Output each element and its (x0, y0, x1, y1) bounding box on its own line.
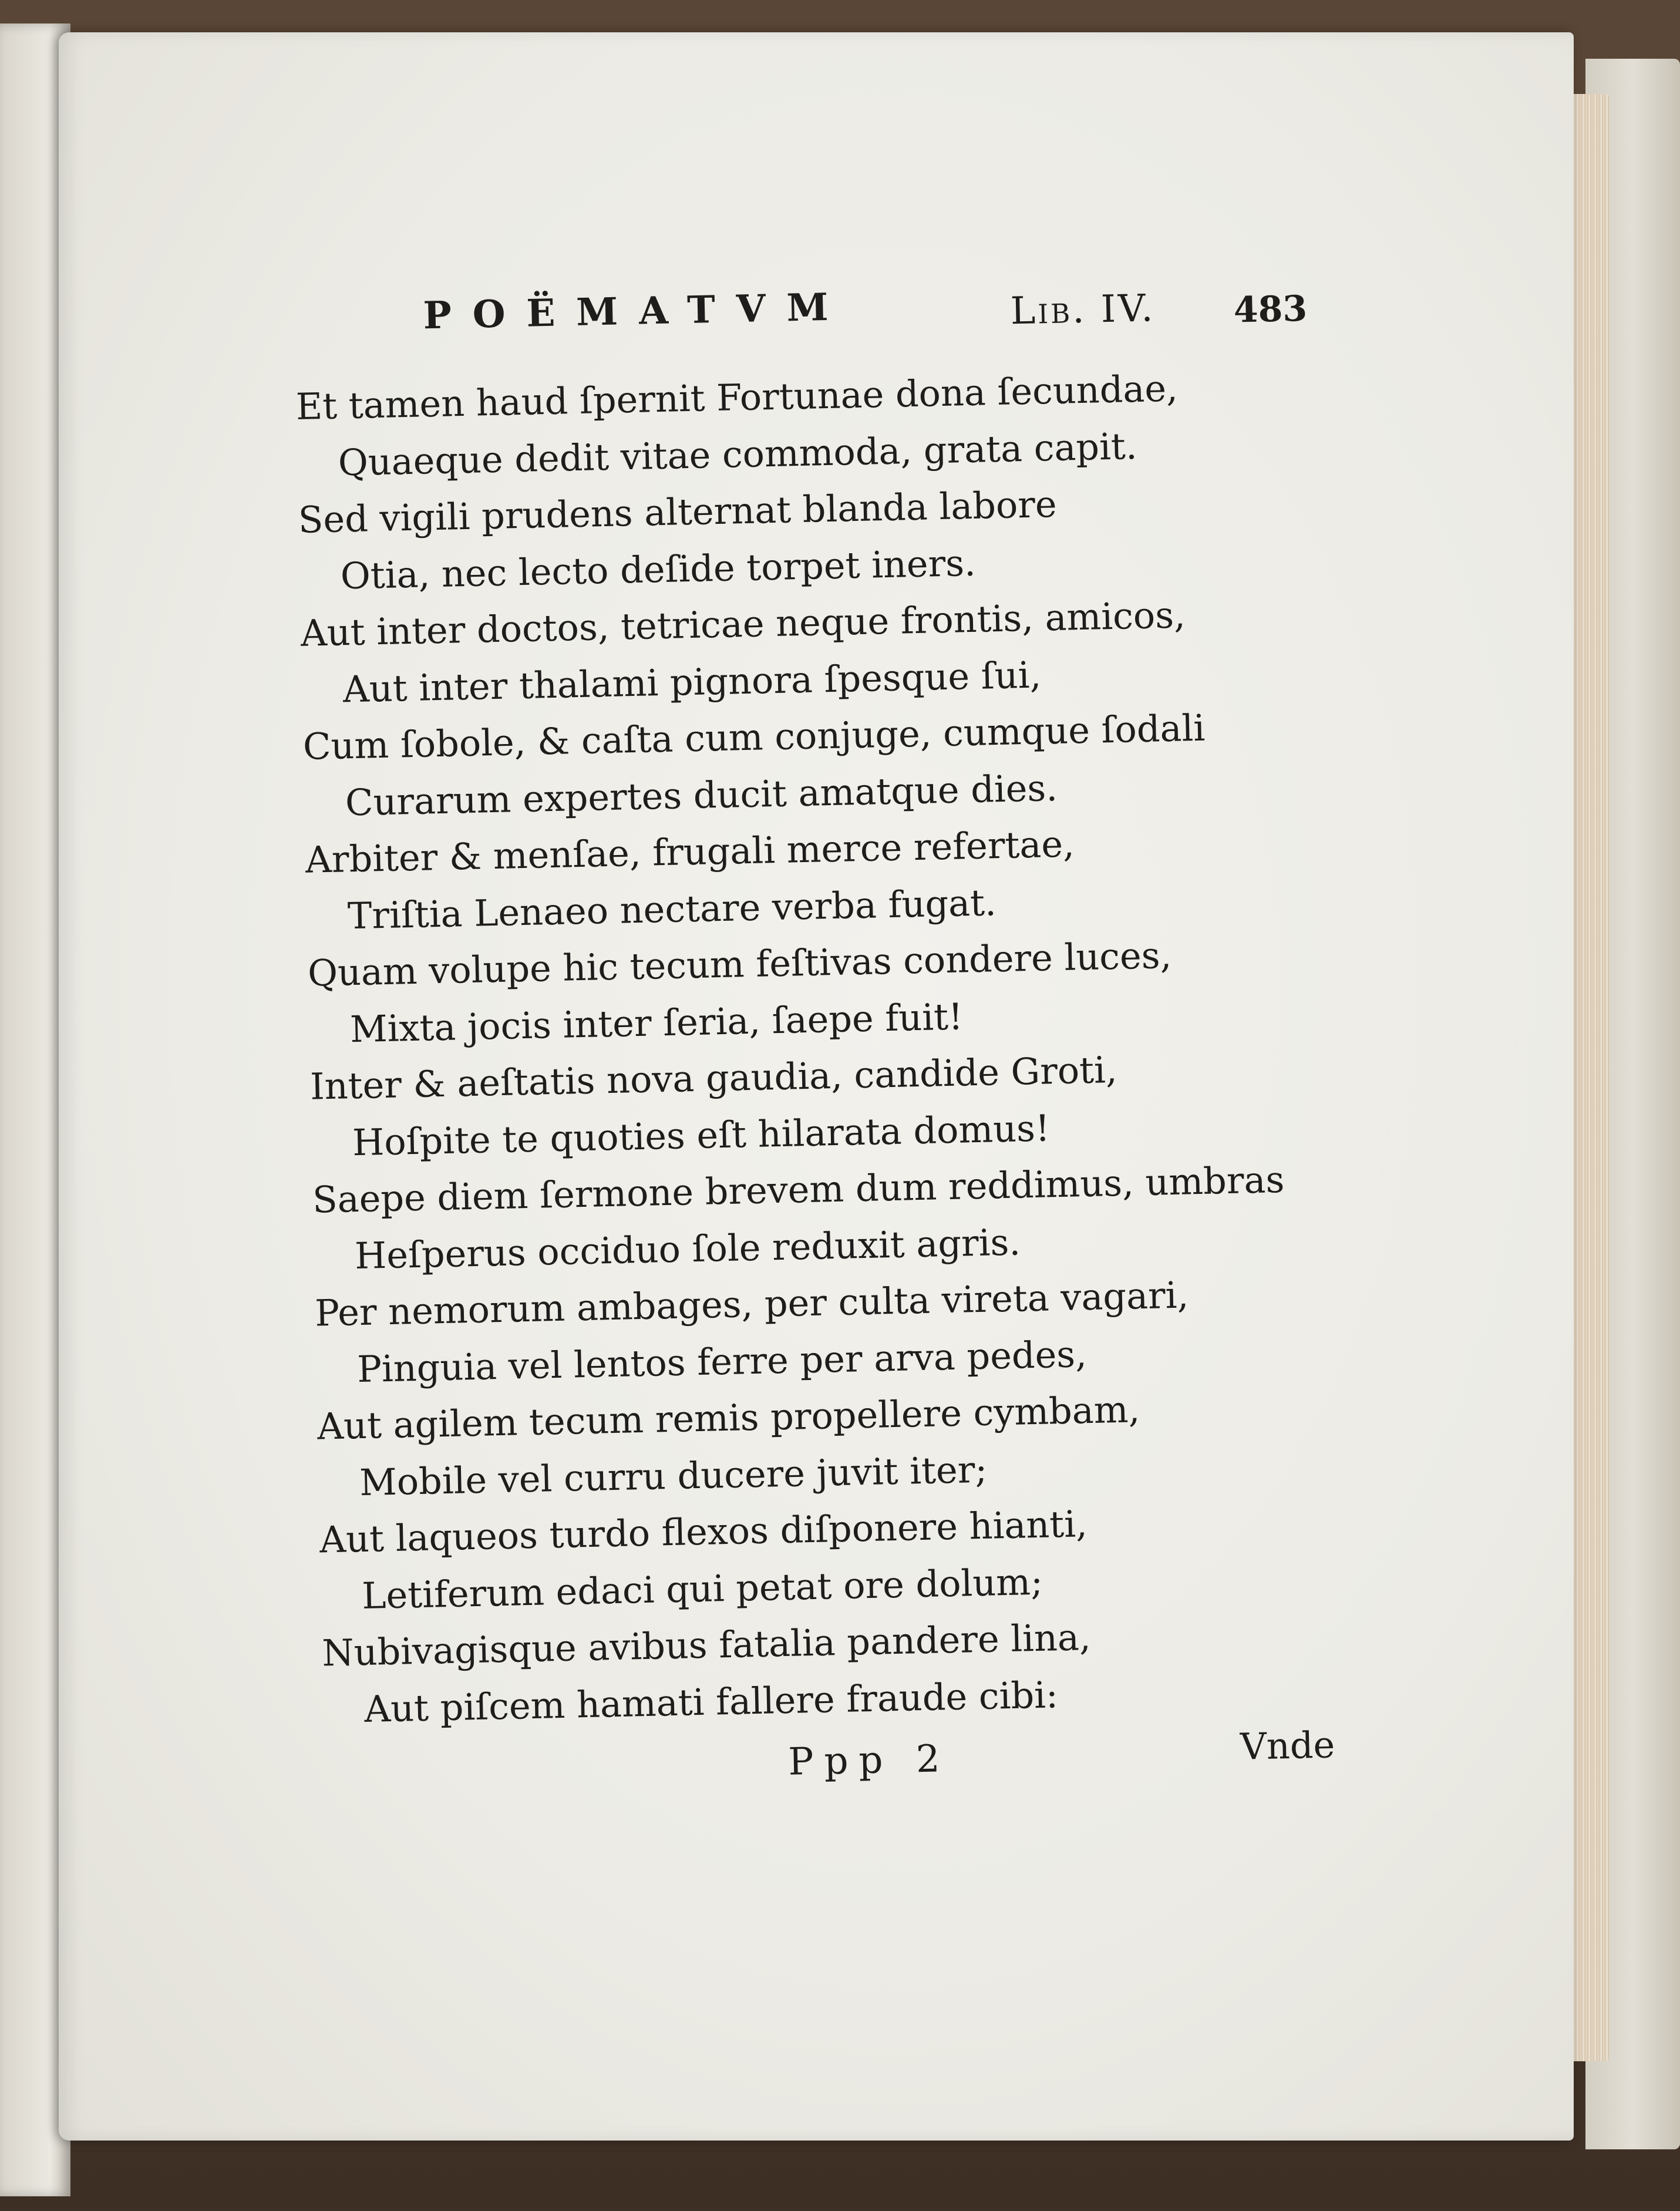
book-number: Lib. IV. (1010, 287, 1156, 334)
verse-line: Hoſpite te quoties eſt hilarata domus! (352, 1106, 1051, 1164)
poem-body (295, 358, 1334, 1739)
verse-line: Quam volupe hic tecum feſtivas condere luces, (307, 933, 1172, 995)
verse-line: Mobile vel curru ducere juvit iter; (359, 1448, 988, 1504)
verse-line: Nubivagisque avibus fatalia pandere lina, (321, 1616, 1092, 1675)
verse-line: Otia, nec lecto deſide torpet iners. (340, 541, 977, 597)
verse-line: Aut agilem tecum remis propellere cymbam, (317, 1388, 1140, 1448)
verse-line: Triſtia Lenaeo nectare verba fugat. (347, 880, 997, 937)
verse-line: Aut inter doctos, tetricae neque frontis, amicos, (300, 593, 1186, 655)
book-page (59, 32, 1574, 2141)
verse-line: Mixta jocis inter ſeria, ſaepe fuit! (349, 994, 964, 1051)
catchword: Vnde (1240, 1723, 1335, 1768)
page-number: 483 (1233, 288, 1308, 331)
verse-line: Inter & aeſtatis nova gaudia, candide Groti, (309, 1048, 1118, 1108)
verse-line: Aut laqueos turdo flexos diſponere hianti, (319, 1502, 1088, 1562)
verse-line: Aut piſcem hamati fallere fraude cibi: (363, 1672, 1059, 1731)
verse-line: Pinguia vel lentos ferre per arva pedes, (356, 1332, 1088, 1391)
running-title: POËMATVM (422, 285, 850, 338)
verse-line: Aut inter thalami pignora ſpesque ſui, (342, 652, 1042, 711)
signature-mark: Ppp 2 (787, 1737, 951, 1784)
verse-line: Cum ſobole, & caſta cum conjuge, cumque ſodali (302, 706, 1206, 768)
page-footer (324, 1723, 1335, 1809)
verse-line: Saepe diem ſermone brevem dum reddimus, umbras (312, 1158, 1285, 1221)
verse-line: Curarum expertes ducit amatque dies. (345, 766, 1058, 824)
verse-line: Et tamen haud ſpernit Fortunae dona ſecundae, (295, 366, 1179, 428)
verse-line: Letiferum edaci qui petat ore dolum; (361, 1560, 1043, 1617)
verse-line: Heſperus occiduo ſole reduxit agris. (354, 1220, 1021, 1277)
verse-line: Quaeque dedit vitae commoda, grata capit. (338, 424, 1138, 484)
verse-line: Arbiter & menſae, frugali merce refertae, (305, 822, 1075, 881)
verse-line: Per nemorum ambages, per culta vireta vagari, (314, 1273, 1189, 1335)
text-block (294, 275, 1335, 1809)
verse-line: Sed vigili prudens alternat blanda labore (298, 482, 1058, 541)
